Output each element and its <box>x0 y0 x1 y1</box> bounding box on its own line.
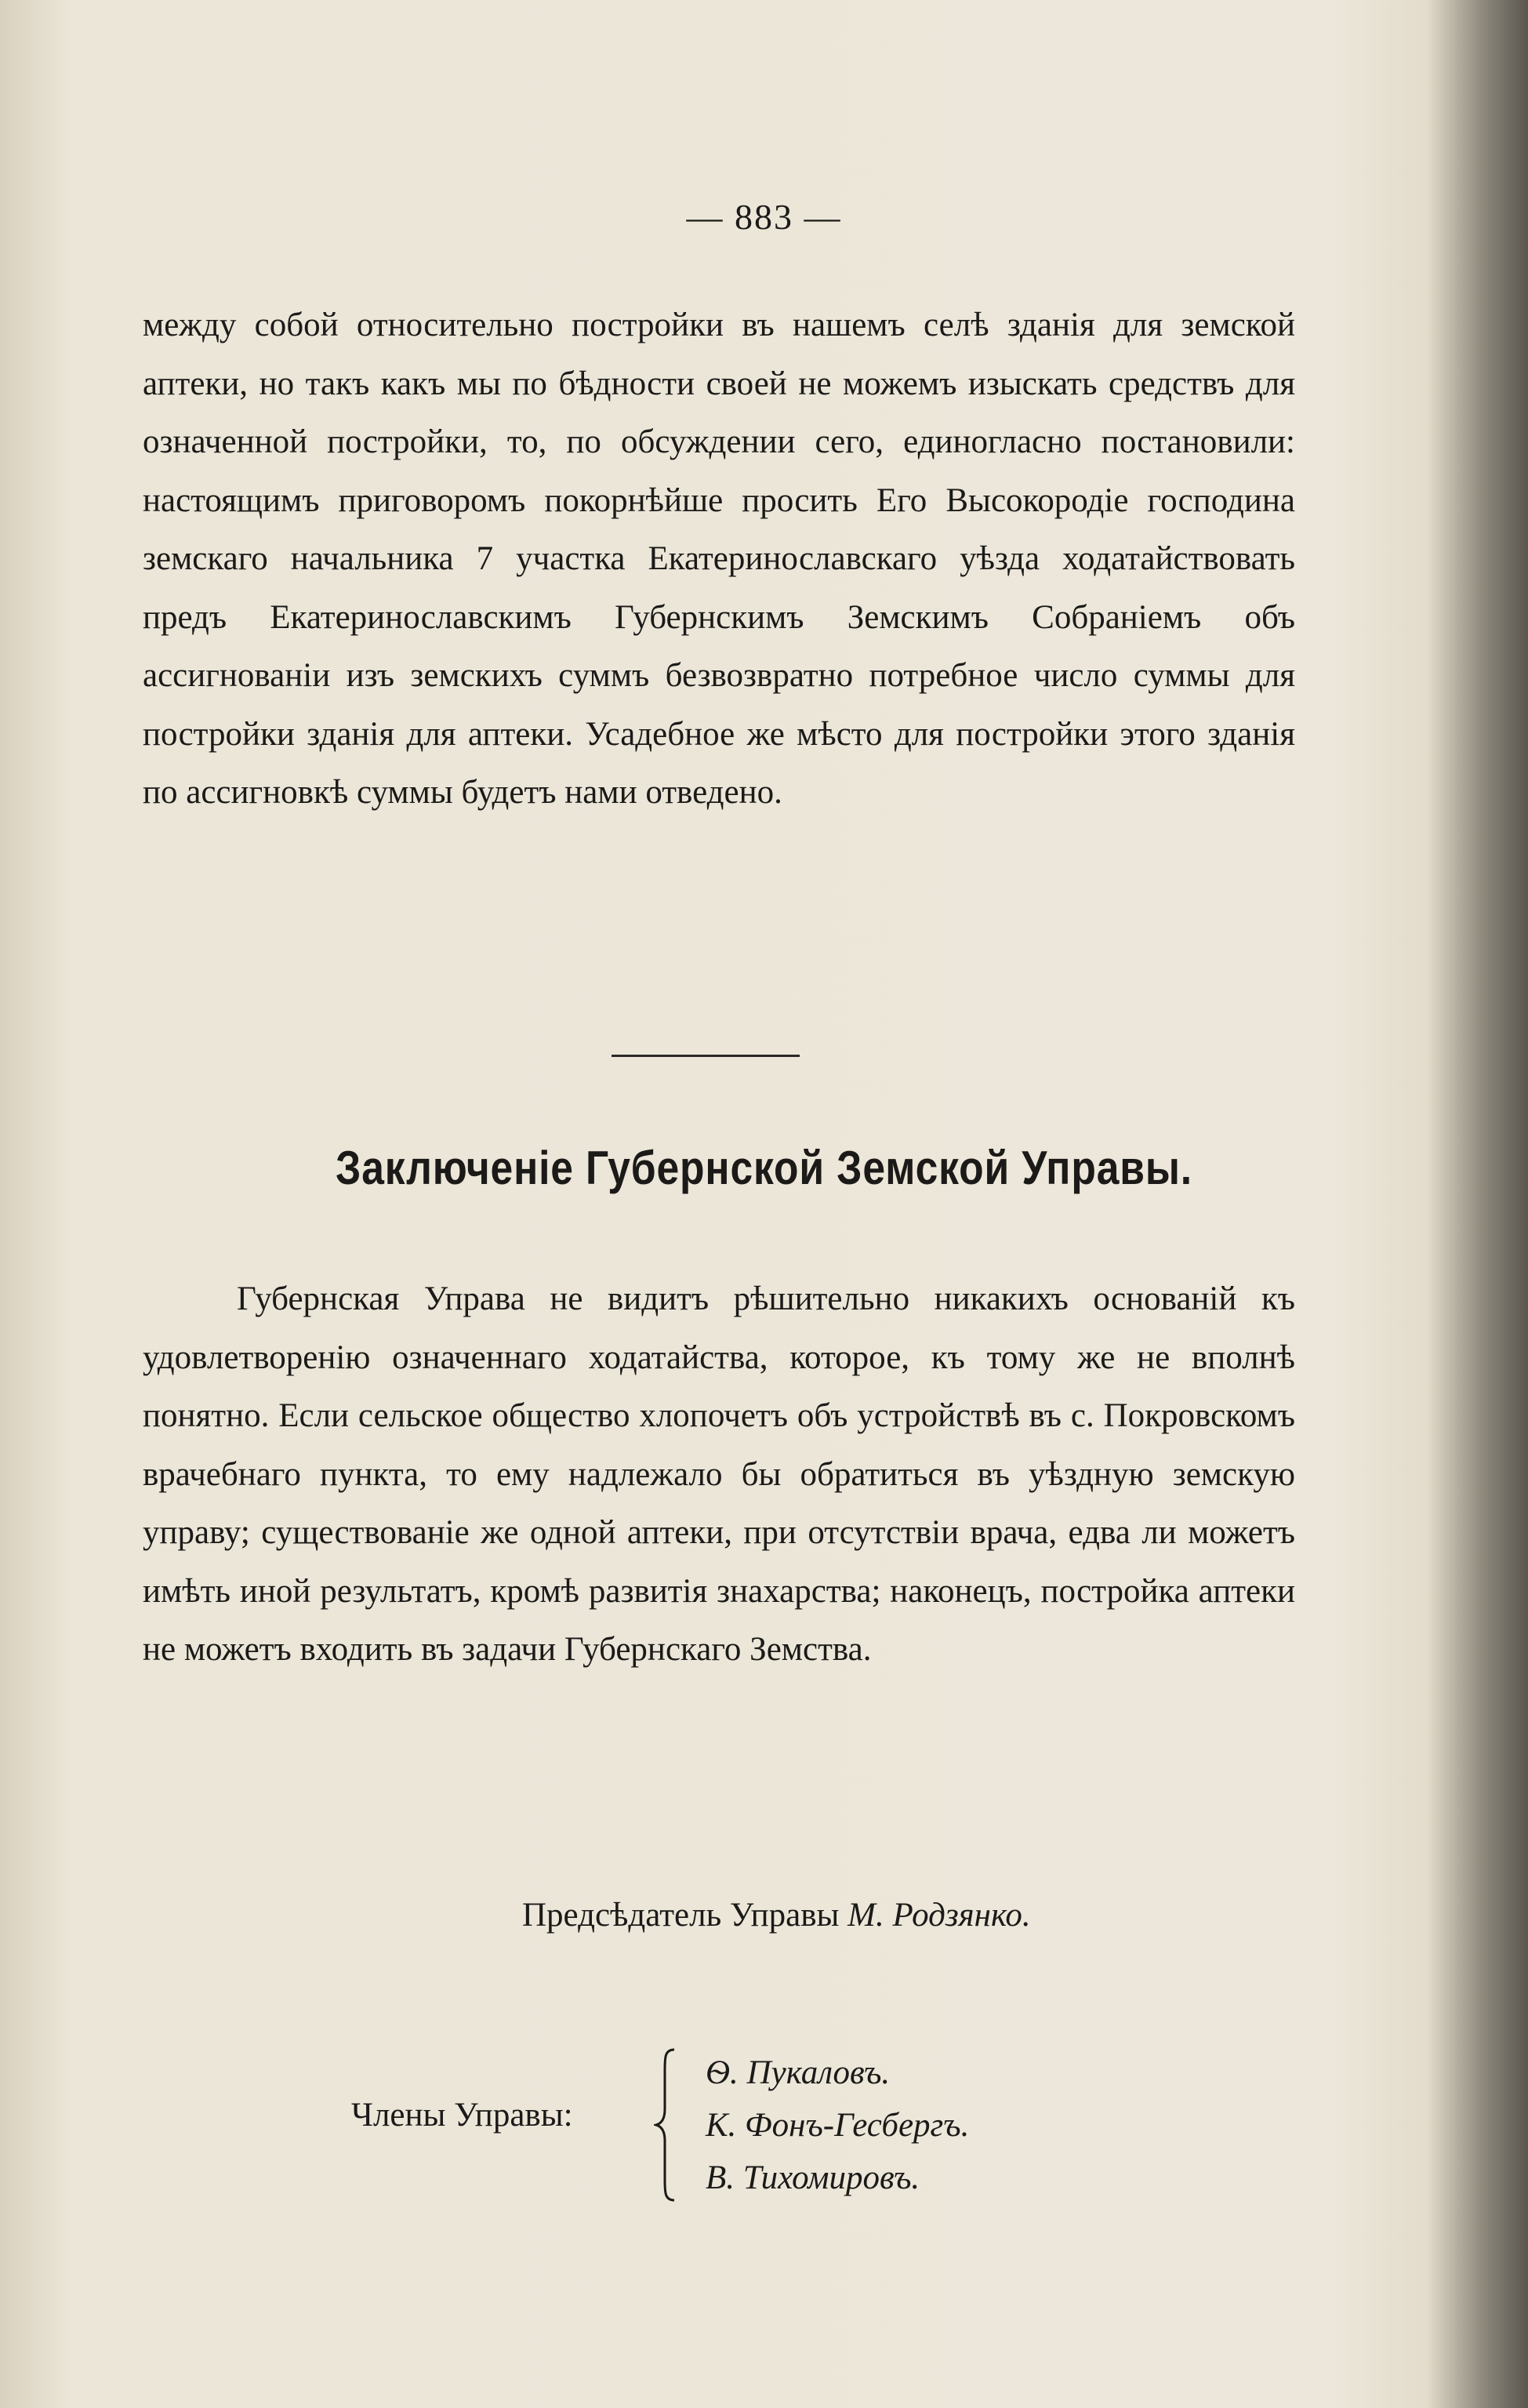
conclusion-text-block <box>143 1270 1295 1680</box>
curly-brace-icon <box>654 2047 677 2203</box>
petition-text-block <box>143 296 1295 823</box>
members-signature-block <box>351 2047 1135 2203</box>
chairman-signature <box>522 1896 1031 1934</box>
conclusion-paragraph: Губернская Управа не видитъ рѣшительно никакихъ основаній къ удовлетворенію означеннаго ходатайства, которое, къ тому же не вполнѣ понятно. Если сельское общество хлопочетъ объ устройствѣ въ с. Покровскомъ врачебнаго пункта, то ему надлежало бы обратиться въ уѣздную земскую управу; существованіе же одной аптеки, при отсутствіи врача, едва ли можетъ имѣть иной результатъ, кромѣ развитія знахарства; наконецъ, постройка аптеки не можетъ входить въ задачи Губернскаго Земства. <box>143 1280 1295 1668</box>
chairman-title: Предсѣдатель Управы <box>522 1897 840 1934</box>
members-label: Члены Управы: <box>351 2097 573 2134</box>
section-heading: Заключеніе Губернской Земской Управы. <box>336 1142 1192 1194</box>
members-list <box>706 2047 969 2204</box>
page-number: — 883 — <box>686 197 842 237</box>
petition-paragraph: между собой относительно постройки въ нашемъ селѣ зданія для земской аптеки, но такъ какъ мы по бѣдности своей не можемъ изыскать средствъ для означенной постройки, то, по обсуждении сего, единогласно постановили: настоящимъ приговоромъ покорнѣйше просить Его Высокородіе господина земскаго начальника 7 участка Екатеринославскаго уѣзда ходатайствовать предъ Екатеринославскимъ Губернскимъ Земскимъ Собраніемъ объ ассигнованіи изъ земскихъ суммъ безвозвратно потребное число суммы для постройки зданія для аптеки. Усадебное же мѣсто для постройки этого зданія по ассигновкѣ суммы будетъ нами отведено. <box>143 307 1295 811</box>
member-name: К. Фонъ-Гесбергъ. <box>706 2107 970 2144</box>
chairman-name: М. Родзянко. <box>847 1897 1031 1934</box>
member-name: Ѳ. Пукаловъ. <box>706 2054 891 2091</box>
section-divider <box>612 1055 800 1057</box>
member-name: В. Тихомировъ. <box>706 2159 920 2196</box>
